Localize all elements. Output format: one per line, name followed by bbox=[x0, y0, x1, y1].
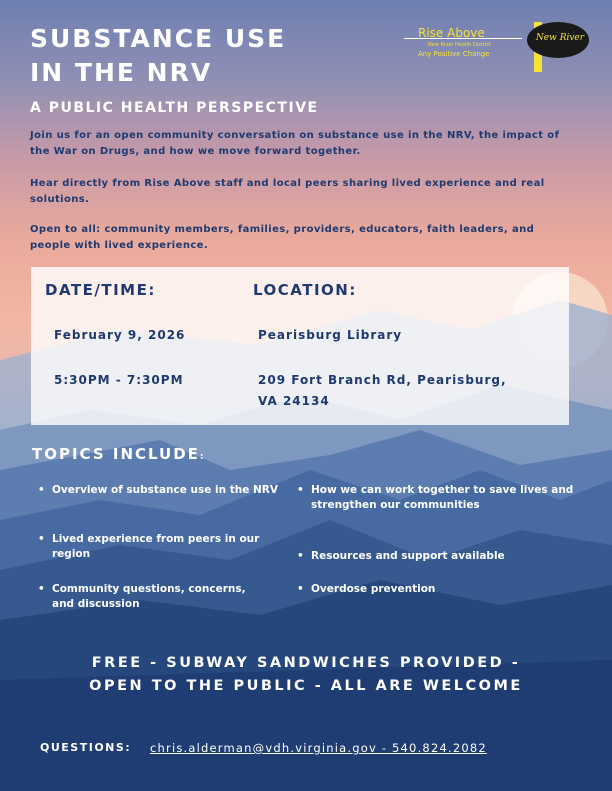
topic-item: • Community questions, concerns, and discussion bbox=[38, 582, 252, 612]
speakers-paragraph: Hear directly from Rise Above staff and local peers sharing lived experience and real solutions. bbox=[30, 178, 545, 205]
topic-item: • Lived experience from peers in our region bbox=[38, 532, 290, 562]
topic-item: • Resources and support available bbox=[297, 549, 591, 564]
address-line-2: VA 24134 bbox=[258, 394, 330, 408]
questions-label: QUESTIONS: bbox=[40, 741, 132, 754]
free-line-2: OPEN TO THE PUBLIC - ALL ARE WELCOME bbox=[89, 678, 523, 694]
logo-subline: New River Health District bbox=[428, 42, 492, 48]
logo-name: Rise Above bbox=[418, 26, 485, 40]
topics-heading-colon: : bbox=[199, 452, 206, 462]
free-line-1: FREE - SUBWAY SANDWICHES PROVIDED - bbox=[91, 655, 521, 671]
topics-heading bbox=[32, 445, 206, 463]
contact-link[interactable]: chris.alderman@vdh.virginia.gov - 540.824.2082 bbox=[150, 741, 487, 755]
logo-tagline: Any Positive Change bbox=[418, 50, 490, 58]
logo-badge-text: New River bbox=[535, 33, 585, 43]
topic-item: • Overdose prevention bbox=[297, 582, 591, 597]
intro-paragraph: Join us for an open community conversation on substance use in the NRV, the impact of the War on Drugs, and how we move forward together. bbox=[30, 130, 560, 157]
address-line-1: 209 Fort Branch Rd, Pearisburg, bbox=[258, 373, 507, 387]
topics-heading-text: TOPICS INCLUDE bbox=[32, 445, 200, 463]
page-title bbox=[30, 22, 410, 90]
event-time: 5:30PM - 7:30PM bbox=[54, 373, 184, 387]
free-banner bbox=[0, 652, 612, 698]
event-venue: Pearisburg Library bbox=[258, 328, 403, 342]
topic-item: • Overview of substance use in the NRV bbox=[38, 483, 290, 498]
datetime-heading: DATE/TIME: bbox=[45, 281, 156, 299]
audience-paragraph: Open to all: community members, families, providers, educators, faith leaders, and people with lived experience. bbox=[30, 224, 535, 251]
title-line-1: SUBSTANCE USE bbox=[30, 24, 287, 53]
event-address bbox=[258, 370, 507, 412]
page-subtitle: A PUBLIC HEALTH PERSPECTIVE bbox=[30, 100, 319, 116]
title-line-2: IN THE NRV bbox=[30, 58, 213, 87]
event-date: February 9, 2026 bbox=[54, 328, 186, 342]
topic-item: • How we can work together to save lives and strengthen our communities bbox=[297, 483, 591, 513]
location-heading: LOCATION: bbox=[253, 281, 357, 299]
